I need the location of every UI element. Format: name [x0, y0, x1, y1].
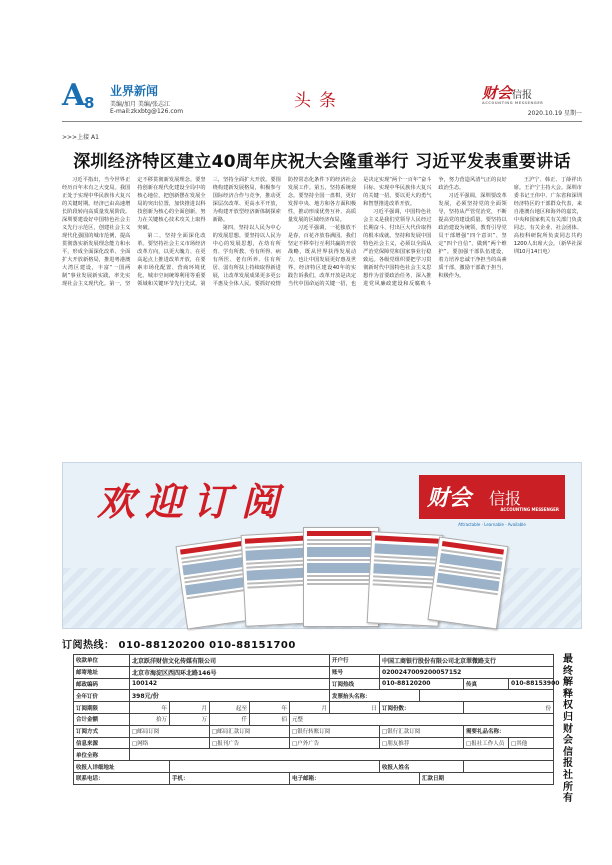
header-divider: [62, 121, 582, 122]
total-digit[interactable]: 仟: [210, 713, 250, 725]
article-paragraph: 习近平强调，一花独放不是春，百花齐放春满园。我们坚定不移奉行互利共赢的开放战略，既从世界获得发展动力，也让中国发展更好惠及世界。经济特区建设40年的实践告诉我们，改革开放是决定当代中国命运的关键一招，也是决定实现“两个一百年”奋斗目标、实现中华民族伟大复兴的关键一招。要以更大的勇气和智慧推进改革开放。: [287, 177, 432, 287]
total-digit[interactable]: 元整: [290, 713, 554, 725]
copies-field[interactable]: 份: [464, 702, 554, 714]
brand-name: 财会: [482, 84, 513, 102]
form-label: 传真: [464, 678, 509, 690]
source-option[interactable]: □朋友推荐: [380, 737, 464, 749]
form-label: 账号: [330, 666, 380, 678]
recipient-address-field[interactable]: [170, 761, 380, 773]
fax-value: 010-88153900: [509, 678, 554, 690]
source-option[interactable]: □报社工作人员: [464, 737, 509, 749]
source-option[interactable]: □网络: [130, 737, 210, 749]
article-paragraph: 习近平指出，当今世界正经历百年未有之大变局。我国正处于实现中华民族伟大复兴的关键时期。经济已由高速增长阶段转向高质量发展阶段。深圳要建设好中国特色社会主义先行示范区，创建社会主义现代化强国的城市范例，提高贯彻落实新发展理念能力和水平，形成全面深化改革、全面扩大开放新格局，推进粤港澳大湾区建设，丰富“一国两制”事业发展新实践，率先实现社会主义现代化。第一，坚定不移贯彻新发展理念。要坚持创新在现代化建设全局中的核心地位，把创新摆在发展全局的突出位置，加快推进以科技创新为核心的全面创新，努力在关键核心技术攻关上取得突破。: [62, 177, 206, 287]
rights-notice: 最终解释权归财会信报社所有: [563, 654, 573, 805]
page-letter: A: [62, 78, 86, 113]
article-paragraph: 习近平强调，深圳要改革发展，必须坚持党的全面领导，坚持从严管党治党，不断提高党的建设质量。要坚持以政治建设为统领，教育引导党员干部增强“四个意识”、坚定“四个自信”、做到“两个维护”。要加强干部队伍建设，着力培养忠诚干净担当的高素质干部，激励干部敢于担当、积极作为。: [438, 193, 507, 279]
form-row: [74, 713, 554, 725]
article-body: [62, 176, 582, 456]
period-start-month[interactable]: 月: [170, 702, 210, 714]
banner-logo: [419, 475, 565, 519]
form-label: 合计金额: [74, 713, 130, 725]
form-label: 收报人姓名: [380, 761, 464, 773]
account-value: 0200247009200057152: [380, 666, 554, 678]
form-row: [74, 702, 554, 714]
method-option[interactable]: □邮局汇款订阅: [210, 725, 290, 737]
form-label: 订阅热线: [330, 678, 380, 690]
article-paragraph: 第四，坚持以人民为中心的发展思想。要坚持以人民为中心的发展思想，在幼有所育、学有所教、劳有所得、病有所医、老有所养、住有所居、弱有所扶上持续取得新进展，让改革发展成果更多更公平惠及全体人民。要抓好疫情防控常态化条件下的经济社会发展工作。第五，坚持系统观念。要坚持全国一盘棋，更好发挥中央、地方和各方面积极性，推动形成优势互补、高质量发展的区域经济布局。: [212, 177, 357, 287]
brand-name-suffix: 信报: [512, 90, 533, 101]
banner-tagline: Attractable · Learnable · Available: [458, 522, 526, 527]
source-option[interactable]: □其他: [509, 737, 554, 749]
form-row: [74, 678, 554, 690]
method-option[interactable]: □银行转账订阅: [290, 725, 380, 737]
period-end-year[interactable]: 年: [250, 702, 290, 714]
form-label: 发票抬头名称：: [330, 690, 420, 702]
article-paragraph: 第二，坚持全面深化改革。要坚持社会主义市场经济改革方向，以更大魄力、在更高起点上推进改革开放，在要素市场化配置、营商环境优化、城市空间统筹利用等重要领域和关键环节先行先试。第三，坚持全面扩大开放。要围绕构建新发展格局，积极参与国际经济合作与竞争，推动更深层次改革、更高水平开放，为构建开放型经济新体制探索新路。: [137, 177, 281, 287]
form-label: 信息来源: [74, 737, 130, 749]
hotline-value: 010-88120200: [380, 678, 464, 690]
source-option[interactable]: □户外广告: [290, 737, 380, 749]
form-label: 邮政编码: [74, 678, 130, 690]
form-label: 全年订价: [74, 690, 130, 702]
form-label: 收款单位: [74, 655, 130, 667]
total-digit[interactable]: 万: [170, 713, 210, 725]
form-row: [74, 655, 554, 667]
form-row: [74, 749, 554, 761]
form-label: 订阅份数：: [380, 702, 464, 714]
period-end-month[interactable]: 月: [290, 702, 330, 714]
source-option[interactable]: □报刊广告: [210, 737, 290, 749]
receiver-value: 北京跃洋财信文化传媒有限公司: [130, 655, 330, 667]
unit-name-field[interactable]: [130, 749, 554, 761]
address-value: 北京市海淀区西四环北路146号: [130, 666, 330, 678]
form-row: [74, 761, 554, 773]
banner-logo-suffix: 信报: [489, 489, 522, 508]
form-row: [74, 666, 554, 678]
total-digit[interactable]: 拾万: [130, 713, 170, 725]
subscription-hotline: 订阅热线： 010-88120200 010-88151700: [62, 640, 296, 651]
zip-value: 100142: [130, 678, 330, 690]
period-start-day[interactable]: 起至: [210, 702, 250, 714]
form-label: 单位全称: [74, 749, 130, 761]
form-row: [74, 725, 554, 737]
issue-date: 2020.10.19 星期一: [527, 110, 582, 117]
form-label: 订阅期限: [74, 702, 130, 714]
form-row: [74, 772, 554, 784]
contact-phone-field[interactable]: 联系电话：: [74, 772, 170, 784]
mobile-field[interactable]: 手机：: [170, 772, 290, 784]
brand-name-en: ACCOUNTING MESSENGER: [482, 101, 544, 105]
period-end-day[interactable]: 日: [330, 702, 380, 714]
continued-from-tag: >>>上接 A1: [62, 134, 99, 141]
newspaper-thumbnail: [427, 537, 508, 630]
subscription-banner: [62, 462, 582, 629]
method-option[interactable]: □银行汇款订阅: [380, 725, 464, 737]
contact-email: E-mail:zkxbtg@126.com: [110, 108, 184, 115]
method-option[interactable]: □邮局订阅: [130, 725, 210, 737]
annual-price-value: 398元/份: [130, 690, 330, 702]
recipient-name-field[interactable]: [464, 761, 554, 773]
form-row: [74, 690, 554, 702]
page-header: [62, 80, 582, 120]
form-row: [74, 737, 554, 749]
article-paragraph: 王沪宁、韩正、丁薛祥出席。王沪宁主持大会。深圳市委书记王伟中、广东省和深圳经济特区的干部群众代表，来自港澳台地区和海外的嘉宾，中央和国家机关有关部门负责同志，有关企业、社会团体、高校科研院所负责同志共约1200人出席大会。（新华社深圳10月14日电）: [513, 177, 582, 255]
invoice-title-field[interactable]: [420, 690, 554, 702]
brand-logo: [482, 82, 543, 105]
column-title: 头条: [294, 91, 344, 111]
email-field[interactable]: 电子邮箱：: [290, 772, 420, 784]
period-start-year[interactable]: 年: [130, 702, 170, 714]
remit-date-field[interactable]: 汇款日期: [420, 772, 554, 784]
subscription-form: [73, 654, 560, 785]
banner-slogan: 欢迎订阅: [97, 479, 290, 524]
total-digit[interactable]: 佰: [250, 713, 290, 725]
section-name: 业界新闻: [110, 84, 159, 98]
article-paragraph: 习近平强调，中国特色社会主义是我们党领导人民经过长期奋斗、付出巨大代价取得的根本成就。坚持和发展中国特色社会主义，必须以全面从严治党保障党和国家事业行稳致远。各级党组织要把学习贯彻新时代中国特色社会主义思想作为首要政治任务，深入推进党风廉政建设和反腐败斗争，努力营造风清气正的良好政治生态。: [363, 177, 507, 287]
article-headline: 深圳经济特区建立40周年庆祝大会隆重举行 习近平发表重要讲话: [73, 152, 571, 172]
gift-field[interactable]: 需要礼品名称：: [464, 725, 554, 737]
form-label: 开户行: [330, 655, 380, 667]
form-label: 邮寄地址: [74, 666, 130, 678]
editors-credit: 美编/加月 美编/张志江: [110, 101, 170, 108]
banner-logo-name: 财会: [427, 485, 472, 511]
banner-logo-en: ACCOUNTING MESSENGER: [500, 507, 559, 512]
form-label: 收报人详细地址: [74, 761, 170, 773]
page-number: 8: [84, 94, 95, 112]
bank-value: 中国工商银行股份有限公司北京翠微路支行: [380, 655, 554, 667]
form-label: 订阅方式: [74, 725, 130, 737]
